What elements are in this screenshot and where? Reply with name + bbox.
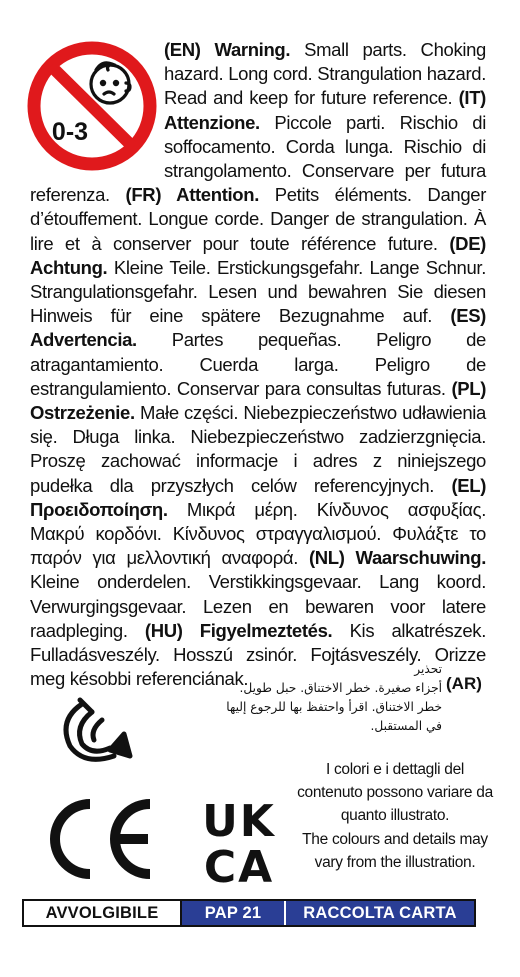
ce-mark-icon	[40, 798, 158, 880]
ar-label: (AR)	[446, 674, 482, 693]
ukca-mark-icon	[193, 796, 285, 886]
disposal-info-bar	[22, 899, 476, 927]
disclaimer-en: The colours and details may vary from the illustration.	[302, 830, 488, 871]
ar-line: أجزاء صغيرة. خطر الاختناق. حبل طويل.	[239, 681, 442, 695]
disclaimer	[295, 758, 495, 874]
warning-it: (IT) Attenzione. Piccole parti. Rischio di soffocamento. Corda lunga. Rischio di strangolamento. Conservare per futura referenza.	[30, 87, 486, 206]
ukca-top: UK	[202, 796, 276, 847]
disclaimer-it: I colori e i dettagli del contenuto possono variare da quanto illustrato.	[297, 761, 493, 825]
material-code: PAP 21	[182, 901, 286, 925]
ar-line: تحذير	[414, 662, 442, 676]
warning-pl: (PL) Ostrzeżenie. Małe części. Niebezpieczeństwo udławienia się. Długa linka. Niebezpieczeństwo zadzierzgnięcia. Proszę zachować informacje i adres z niniejszego pudełka dla przyszłych celów referencyjnych.	[30, 377, 486, 496]
warning-nl: (NL) Waarschuwing. Kleine onderdelen. Verstikkingsgevaar. Lang koord. Verwurgingsgevaar. Lezen en bewaren voor latere raadpleging.	[30, 547, 486, 641]
disposal-type: AVVOLGIBILE	[24, 901, 182, 925]
ukca-bottom: CA	[203, 842, 275, 886]
recycling-symbol-icon	[40, 690, 160, 770]
warning-en: (EN) Warning. Small parts. Choking hazard. Long cord. Strangulation hazard. Read and keep for future reference.	[164, 39, 486, 109]
ar-line: في المستقبل.	[370, 719, 442, 733]
warning-fr: (FR) Attention. Petits éléments. Danger d’étouffement. Longue corde. Danger de strangulation. À lire et à conserver pour toute référence future.	[30, 184, 487, 254]
warning-es: (ES) Advertencia. Partes pequeñas. Peligro de atragantamiento. Cuerda larga. Peligro de estrangulamiento. Conservar para consultas futuras.	[30, 305, 486, 399]
icon-spacer	[30, 38, 160, 178]
age-label: 0-3	[51, 118, 89, 146]
warning-de: (DE) Achtung. Kleine Teile. Erstickungsgefahr. Lange Schnur. Strangulationsgefahr. Lesen und bewahren Sie diesen Hinweis für eine spätere Bezugnahme auf.	[30, 232, 486, 327]
warning-hu: (HU) Figyelmeztetés. Kis alkatrészek. Fulladásveszély. Hosszú zsinór. Fojtásveszély. Orizze meg késobbi referenciának.	[30, 619, 486, 690]
collection-type: RACCOLTA CARTA	[286, 901, 474, 925]
warning-ar	[210, 660, 442, 736]
ar-line: خطر الاختناق. اقرأ واحتفظ بها للرجوع إليها	[226, 700, 442, 714]
multilingual-warning-text	[30, 38, 486, 691]
warning-el: (EL) Προειδοποίηση. Μικρά μέρη. Κίνδυνος ασφυξίας. Μακρύ κορδόνι. Κίνδυνος στραγγαλισμού. Φυλάξτε το παρόν για μελλοντική αναφορά.	[30, 474, 486, 569]
